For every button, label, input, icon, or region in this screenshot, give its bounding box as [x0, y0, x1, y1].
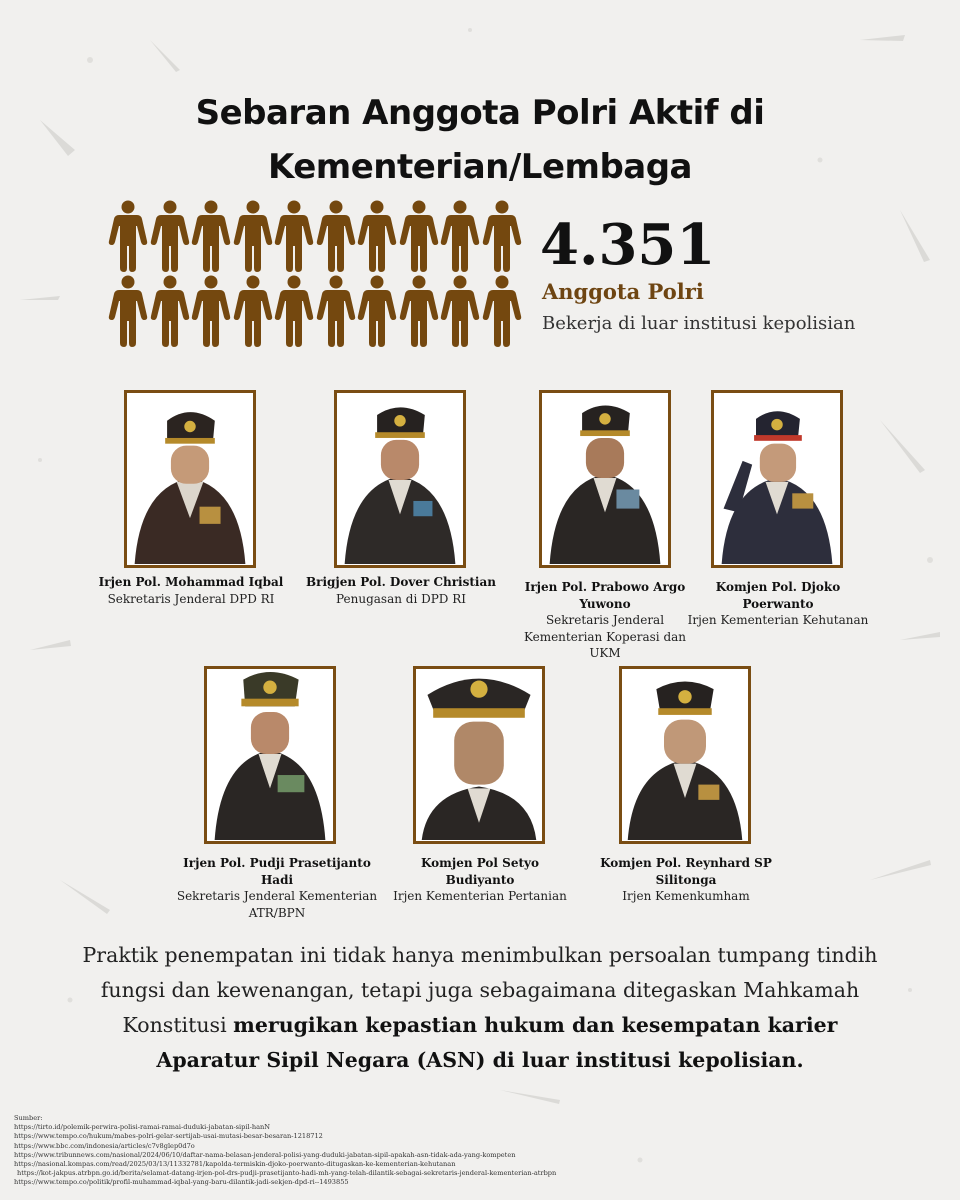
title-line-2: Kementerian/Lembaga — [267, 147, 693, 187]
source-link[interactable]: https://www.tempo.co/politik/profil-muhammad-iqbal-yang-baru-dilantik-jadi-sekjen-dpd-ri--1493855 — [14, 1178, 349, 1187]
person-icon — [357, 275, 397, 347]
officer-name: Irjen Pol. Prabowo Argo Yuwono — [524, 580, 686, 611]
officer-photo — [204, 666, 336, 844]
people-icon-grid — [108, 200, 524, 350]
stat-sublabel: Bekerja di luar institusi kepolisian — [542, 313, 856, 334]
officer-caption — [683, 579, 873, 629]
page-title — [0, 86, 960, 194]
source-link[interactable]: https://tirto.id/polemik-perwira-polisi-ramai-ramai-duduki-jabatan-sipil-hanN — [14, 1123, 271, 1132]
officer-position: Irjen Kementerian Pertanian — [393, 889, 567, 903]
officer-photo — [619, 666, 751, 844]
summary-paragraph — [80, 938, 880, 1078]
person-icon — [357, 200, 397, 272]
person-icon — [399, 275, 439, 347]
summary-emphasis: merugikan kepastian hukum dan kesempatan karier Aparatur Sipil Negara (ASN) di luar institusi kepolisian — [156, 1013, 838, 1072]
person-icon — [108, 200, 148, 272]
officer-name: Komjen Pol. Reynhard SP Silitonga — [600, 856, 772, 887]
person-icon — [440, 200, 480, 272]
officer-caption — [94, 574, 288, 607]
source-link[interactable]: https://www.bbc.com/indonesia/articles/c7v8glep0d7o — [14, 1141, 195, 1150]
officer-caption — [507, 579, 703, 662]
officer-position: Sekretaris Jenderal Kementerian ATR/BPN — [176, 889, 378, 920]
person-icon — [399, 200, 439, 272]
officer-photo — [334, 390, 466, 568]
person-icon — [274, 200, 314, 272]
source-link[interactable]: https://www.tempo.co/hukum/mabes-polri-gelar-sertijab-usai-mutasi-besar-besaran-1218712 — [14, 1132, 323, 1141]
stat-number: 4.351 — [540, 212, 716, 278]
person-icon — [191, 200, 231, 272]
person-icon — [482, 200, 522, 272]
title-line-1: Sebaran Anggota Polri Aktif di — [195, 93, 765, 133]
officer-position: Penugasan di DPD RI — [335, 591, 467, 606]
officer-portrait-icon — [207, 669, 333, 841]
officer-name: Komjen Pol. Djoko Poerwanto — [715, 580, 841, 611]
officer-caption — [168, 855, 386, 921]
officer-name: Komjen Pol Setyo Budiyanto — [420, 856, 539, 887]
sources-list — [14, 1114, 944, 1188]
person-icon — [316, 275, 356, 347]
officer-caption — [304, 574, 498, 607]
officer-portrait-icon — [542, 393, 668, 565]
officer-position: Sekretaris Jenderal DPD RI — [107, 591, 275, 606]
officer-position: Irjen Kementerian Kehutanan — [687, 613, 869, 627]
person-icon — [191, 275, 231, 347]
person-icon — [440, 275, 480, 347]
person-icon — [150, 275, 190, 347]
officer-portrait-icon — [127, 393, 253, 565]
person-icon — [108, 275, 148, 347]
source-link[interactable]: https://nasional.kompas.com/read/2025/03/13/11332781/kapolda-termiskin-djoko-poerwanto-ditugaskan-ke-kementerian-kehutanan — [14, 1160, 456, 1169]
officer-position: Irjen Kemenkumham — [622, 889, 750, 903]
officer-portrait-icon — [337, 393, 463, 565]
person-icon — [316, 200, 356, 272]
sources-label: Sumber: — [14, 1114, 43, 1122]
summary-text: Praktik penempatan ini tidak hanya menimbulkan persoalan tumpang tindih fungsi dan kewenangan, tetapi juga sebagaimana ditegaskan Mahkamah Konstitusi — [82, 943, 878, 1037]
person-icon — [274, 275, 314, 347]
officer-caption — [594, 855, 778, 905]
officer-photo — [711, 390, 843, 568]
officer-photo — [539, 390, 671, 568]
person-icon — [233, 200, 273, 272]
source-link[interactable]: https://kot-jakpus.atrbpn.go.id/berita/selamat-datang-irjen-pol-drs-pudji-prasetijanto-hadi-mh-yang-telah-dilantik-sebagai-sekretaris-jenderal-kementerian-atrbpn — [17, 1169, 557, 1178]
officer-name: Irjen Pol. Mohammad Iqbal — [98, 575, 284, 589]
officer-portrait-icon — [622, 669, 748, 841]
officer-photo — [124, 390, 256, 568]
officer-name: Irjen Pol. Pudji Prasetijanto Hadi — [183, 856, 371, 887]
officer-position: Sekretaris Jenderal Kementerian Koperasi dan UKM — [523, 613, 687, 660]
officer-portrait-icon — [416, 669, 542, 841]
source-link[interactable]: https://www.tribunnews.com/nasional/2024/06/10/daftar-nama-belasan-jenderal-polisi-yang-duduki-jabatan-sipil-apakah-asn-tidak-ada-yang-kompeten — [14, 1150, 516, 1159]
summary-end: . — [796, 1048, 804, 1072]
officer-caption — [388, 855, 572, 905]
officer-photo — [413, 666, 545, 844]
person-icon — [150, 200, 190, 272]
stat-label: Anggota Polri — [542, 279, 704, 304]
officer-name: Brigjen Pol. Dover Christian — [306, 575, 496, 589]
officer-portrait-icon — [714, 393, 840, 565]
person-icon — [482, 275, 522, 347]
person-icon — [233, 275, 273, 347]
